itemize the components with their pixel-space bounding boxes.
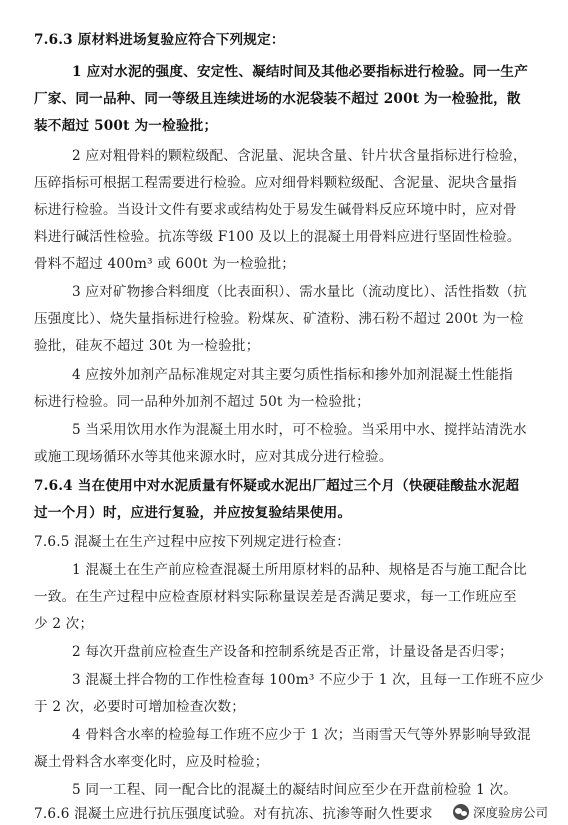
check-3-line-1: 3 混凝土拌合物的工作性检查每 100m³ 不应少于 1 次，且每一工作班不应少 xyxy=(72,672,544,688)
section-7-6-3-heading: 7.6.3 原材料进场复验应符合下列规定： xyxy=(34,32,285,48)
item-2-line-5: 骨料不超过 400m³ 或 600t 为一检验批； xyxy=(34,256,296,272)
check-2-line-1: 2 每次开盘前应检查生产设备和控制系统是否正常，计量设备是否归零； xyxy=(72,644,513,660)
item-1-line-2: 厂家、同一品种、同一等级且连续进场的水泥袋装不超过 200t 为一检验批，散 xyxy=(34,91,521,107)
item-1-line-3: 装不超过 500t 为一检验批； xyxy=(34,118,218,134)
item-3-line-3: 验批，硅灰不超过 30t 为一检验批； xyxy=(34,338,260,354)
section-7-6-4-line-2: 过一个月）时，应进行复验，并应按复验结果使用。 xyxy=(34,505,352,521)
item-4-line-1: 4 应按外加剂产品标准规定对其主要匀质性指标和掺外加剂混凝土性能指 xyxy=(72,367,513,383)
check-5-line-1: 5 同一工程、同一配合比的混凝土的凝结时间应至少在开盘前检验 1 次。 xyxy=(72,782,518,798)
item-2-line-2: 压碎指标可根据工程需要进行检验。应对细骨料颗粒级配、含泥量、泥块含量指 xyxy=(34,175,517,191)
section-7-6-4-line-1: 7.6.4 当在使用中对水泥质量有怀疑或水泥出厂超过三个月（快硬硅酸盐水泥超 xyxy=(34,478,520,494)
item-2-line-4: 料进行碱活性检验。抗冻等级 F100 及以上的混凝土用骨料应进行坚固性检验。 xyxy=(34,229,521,245)
watermark-text: 深度验房公司 xyxy=(472,805,548,820)
item-3-line-1: 3 应对矿物掺合料细度（比表面积）、需水量比（流动度比）、活性指数（抗 xyxy=(72,284,527,300)
item-2-line-3: 标进行检验。当设计文件有要求或结构处于易发生碱骨料反应环境中时，应对骨 xyxy=(34,202,517,218)
check-4-line-1: 4 骨料含水率的检验每工作班不应少于 1 次；当雨雪天气等外界影响导致混 xyxy=(72,727,531,743)
check-1-line-1: 1 混凝土在生产前应检查混凝土所用原材料的品种、规格是否与施工配合比 xyxy=(72,562,527,578)
check-3-line-2: 于 2 次，必要时可增加检查次数； xyxy=(34,699,246,715)
section-7-6-5-heading: 7.6.5 混凝土在生产过程中应按下列规定进行检查： xyxy=(34,534,350,550)
check-1-line-3: 少 2 次； xyxy=(34,616,94,632)
wechat-icon xyxy=(453,804,469,820)
check-1-line-2: 一致。在生产过程中应检查原材料实际称量误差是否满足要求，每一工作班应至 xyxy=(34,589,517,605)
item-2-line-1: 2 应对粗骨料的颗粒级配、含泥量、泥块含量、针片状含量指标进行检验， xyxy=(72,148,527,164)
item-4-line-2: 标进行检验。同一品种外加剂不超过 50t 为一检验批； xyxy=(34,394,370,410)
check-4-line-2: 凝土骨料含水率变化时，应及时检验； xyxy=(34,754,269,770)
item-5-line-2: 或施工现场循环水等其他来源水时，应对其成分进行检验。 xyxy=(34,449,393,465)
item-1-line-1: 1 应对水泥的强度、安定性、凝结时间及其他必要指标进行检验。同一生产 xyxy=(72,64,528,80)
section-7-6-6-line-1: 7.6.6 混凝土应进行抗压强度试验。对有抗冻、抗渗等耐久性要求 xyxy=(34,806,433,822)
item-5-line-1: 5 当采用饮用水作为混凝土用水时，可不检验。当采用中水、搅拌站清洗水 xyxy=(72,422,527,438)
item-3-line-2: 压强度比）、烧失量指标进行检验。粉煤灰、矿渣粉、沸石粉不超过 200t 为一检 xyxy=(34,311,524,327)
watermark xyxy=(449,802,552,822)
